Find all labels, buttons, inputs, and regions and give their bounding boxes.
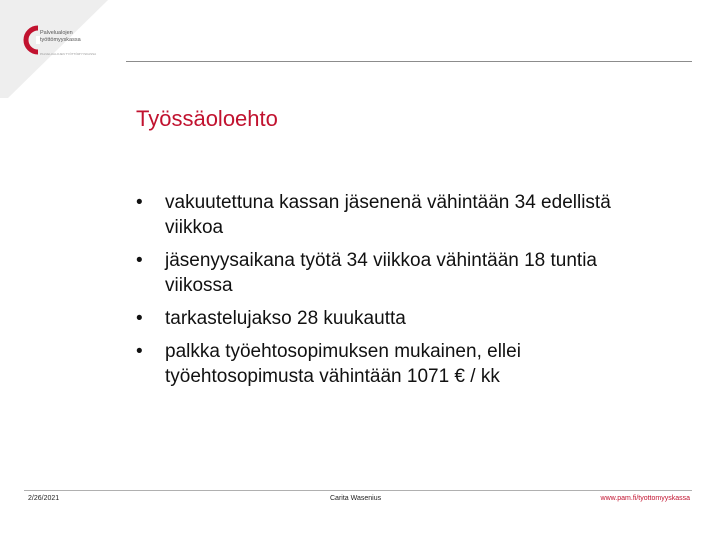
bullet-marker: • <box>136 250 143 271</box>
bullet-text: vakuutettuna kassan jäsenenä vähintään 34 edellistä viikkoa <box>165 192 611 238</box>
bullet-marker: • <box>136 341 143 362</box>
list-item <box>136 306 656 331</box>
bullet-text: palkka työehtosopimuksen mukainen, ellei työehtosopimusta vähintään 1071 € / kk <box>165 341 521 387</box>
footer-date: 2/26/2021 <box>28 495 60 502</box>
slide-title: Työssäoloehto <box>136 106 278 131</box>
footer-divider <box>24 490 692 491</box>
logo-subtext: PALVELUALOJEN TYÖTTÖMYYSKASSA <box>40 52 97 56</box>
list-item <box>136 190 656 240</box>
bullet-text: jäsenyysaikana työtä 34 viikkoa vähintään 18 tuntia viikossa <box>165 250 597 296</box>
logo-text: Palvelualojen työttömyyskassa <box>40 30 81 43</box>
header-divider <box>126 61 692 62</box>
footer-url-link[interactable]: www.pam.fi/tyottomyyskassa <box>600 495 690 502</box>
list-item <box>136 339 656 389</box>
list-item <box>136 248 656 298</box>
bullet-list <box>136 190 656 397</box>
bullet-text: tarkastelujakso 28 kuukautta <box>165 308 406 329</box>
bullet-marker: • <box>136 192 143 213</box>
bullet-marker: • <box>136 308 143 329</box>
footer-author: Carita Wasenius <box>330 495 382 502</box>
